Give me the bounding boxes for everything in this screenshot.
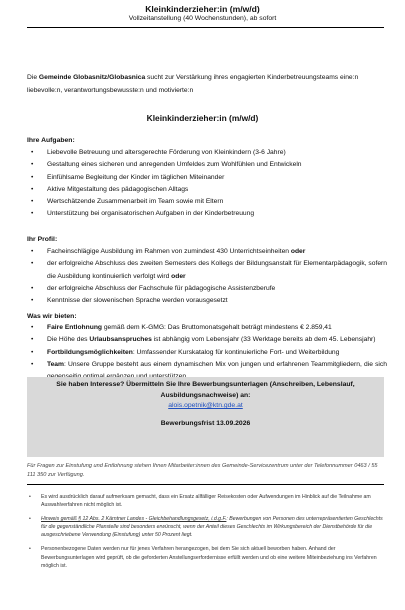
intro-paragraph <box>27 72 387 97</box>
bullet-icon: • <box>31 360 34 368</box>
offer-heading: Was wir bieten: <box>27 313 77 320</box>
list-item: • Fortbildungsmöglichkeiten: Umfassender Kurskatalog für kontinuierliche Fort- und Weiterbildung <box>27 347 387 359</box>
list-item: • Gestaltung eines sicheren und anregenden Umfeldes zum Wohlfühlen und Entwickeln <box>27 159 387 171</box>
list-item: • Faire Entlohnung gemäß dem K-GMG: Das Bruttomonatsgehalt beträgt mindestens € 2.859,41 <box>27 322 387 334</box>
application-question: Sie haben Interesse? Übermitteln Sie Ihre Bewerbungsunterlagen (Anschreiben, Lebenslauf, Ausbildungsnachweise) an: <box>56 381 355 399</box>
profile-heading: Ihr Profil: <box>27 236 58 243</box>
bullet-icon: • <box>29 516 31 523</box>
bullet-icon: • <box>31 260 34 268</box>
bullet-icon: • <box>29 546 31 553</box>
tasks-heading: Ihre Aufgaben: <box>27 137 75 144</box>
list-item: • Hinweis gemäß § 12 Abs. 2 Kärntner Landes - Gleichbehandlungsgesetz, i.d.g.F.: Bewerbungen von Personen des unterrepräsentierten Geschlechts für die gegenständliche Planstelle sind besonders erwünscht, wenn der Anteil dieses Geschlechts im Wirkungsbereich der Dienstbehörde für die ausgeschriebene Verwendung (Einstufung) unter 50 Prozent liegt. <box>29 516 383 539</box>
header-title: Kleinkinderzieher:in (m/w/d) <box>145 4 260 14</box>
tasks-list <box>27 147 387 221</box>
list-item: • Personenbezogene Daten werden nur für jenes Verfahren herangezogen, bei dem Sie sich aktuell beworben haben. Anhand der Bewerbungsunterlagen wird geprüft, ob die geforderten Anstellungserfordernisse erfüllt werden und ob eine weitere Miteinbeziehung ins Verfahren möglich ist. <box>29 546 377 569</box>
header-subtitle: Vollzeitanstellung (40 Wochenstunden), ab sofort <box>128 15 277 22</box>
bullet-icon: • <box>31 161 34 169</box>
bullet-icon: • <box>31 149 34 156</box>
list-item: • der erfolgreiche Abschluss des zweiten Semesters des Kollegs der Bildungsanstalt für Elementarpädagogik, sofern die Ausbildung kontinuierlich verfolgt wird oder <box>31 260 387 280</box>
bullet-icon: • <box>31 348 34 356</box>
list-item: • Einfühlsame Begleitung der Kinder im täglichen Miteinander <box>27 172 387 184</box>
intro-pre: Die <box>27 74 39 81</box>
bullet-icon: • <box>31 324 34 331</box>
bullet-icon: • <box>31 297 34 305</box>
notes-divider <box>27 484 384 485</box>
list-item: • Wertschätzende Zusammenarbeit im Team sowie mit Eltern <box>27 196 387 208</box>
list-item: • Aktive Mitgestaltung des pädagogischen Alltags <box>27 184 387 196</box>
bullet-icon: • <box>31 198 34 206</box>
application-deadline: Bewerbungsfrist 13.09.2026 <box>160 420 251 427</box>
profile-list <box>27 246 387 307</box>
bullet-icon: • <box>29 494 31 500</box>
bullet-icon: • <box>31 185 34 193</box>
bullet-icon: • <box>31 284 34 292</box>
list-item: • Die Höhe des Urlaubsanspruches ist abhängig vom Lebensjahr (33 Werktage bereits ab dem 45. Lebensjahr) <box>27 334 387 346</box>
offer-list <box>27 322 387 383</box>
contact-note: Für Fragen zur Einstufung und Entlohnung stehen Ihnen Mitarbeiter:innen des Gemeinde-Servicezentrum unter der Telefonnummer 0463 / 55 111 350 zur Verfügung. <box>27 463 378 479</box>
notes-list <box>27 493 384 576</box>
bullet-icon: • <box>31 336 34 344</box>
list-item: • Facheinschlägige Ausbildung im Rahmen von zumindest 430 Unterrichtseinheiten oder <box>27 246 387 258</box>
employer-name: Gemeinde Globasnitz/Globasnica <box>38 74 146 81</box>
application-email-link[interactable]: alois.opetnik@ktn.gde.at <box>168 402 243 409</box>
header-divider <box>27 27 384 28</box>
list-item: • der erfolgreiche Abschluss der Fachschule für pädagogische Assistenzberufe <box>27 283 387 295</box>
list-item: • Team: Unsere Gruppe besteht aus einem dynamischen Mix von jungen und erfahrenen Teammitgliedern, die sich <box>27 359 387 384</box>
list-item: • Es wird ausdrücklich darauf aufmerksam gemacht, dass ein Ersatz allfälliger Reisekosten oder Aufwendungen im Hinblick auf die Teilnahme am Auswahlverfahren nicht möglich ist. <box>29 494 371 509</box>
legal-reference: Hinweis gemäß § 12 Abs. 2 Kärntner Landes - Gleichbehandlungsgesetz, i.d.g.F. <box>41 516 227 523</box>
bullet-icon: • <box>31 210 34 218</box>
position-title: Kleinkinderzieher:in (m/w/d) <box>146 113 259 123</box>
list-item: • Kenntnisse der slowenischen Sprache werden vorausgesetzt <box>27 295 387 307</box>
application-box <box>27 377 384 457</box>
list-item: • Liebevolle Betreuung und altersgerechte Förderung von Kleinkindern (3-6 Jahre) <box>27 147 387 159</box>
intro-post: sucht zur Verstärkung ihres engagierten Kinderbetreuungsteams eine:n liebevolle:n, verantwortungsbewusste:n und motivierte:n <box>27 74 359 94</box>
bullet-icon: • <box>31 173 34 181</box>
bullet-icon: • <box>31 248 34 255</box>
list-item: • Unterstützung bei organisatorischen Aufgaben in der Kinderbetreuung <box>27 208 387 220</box>
